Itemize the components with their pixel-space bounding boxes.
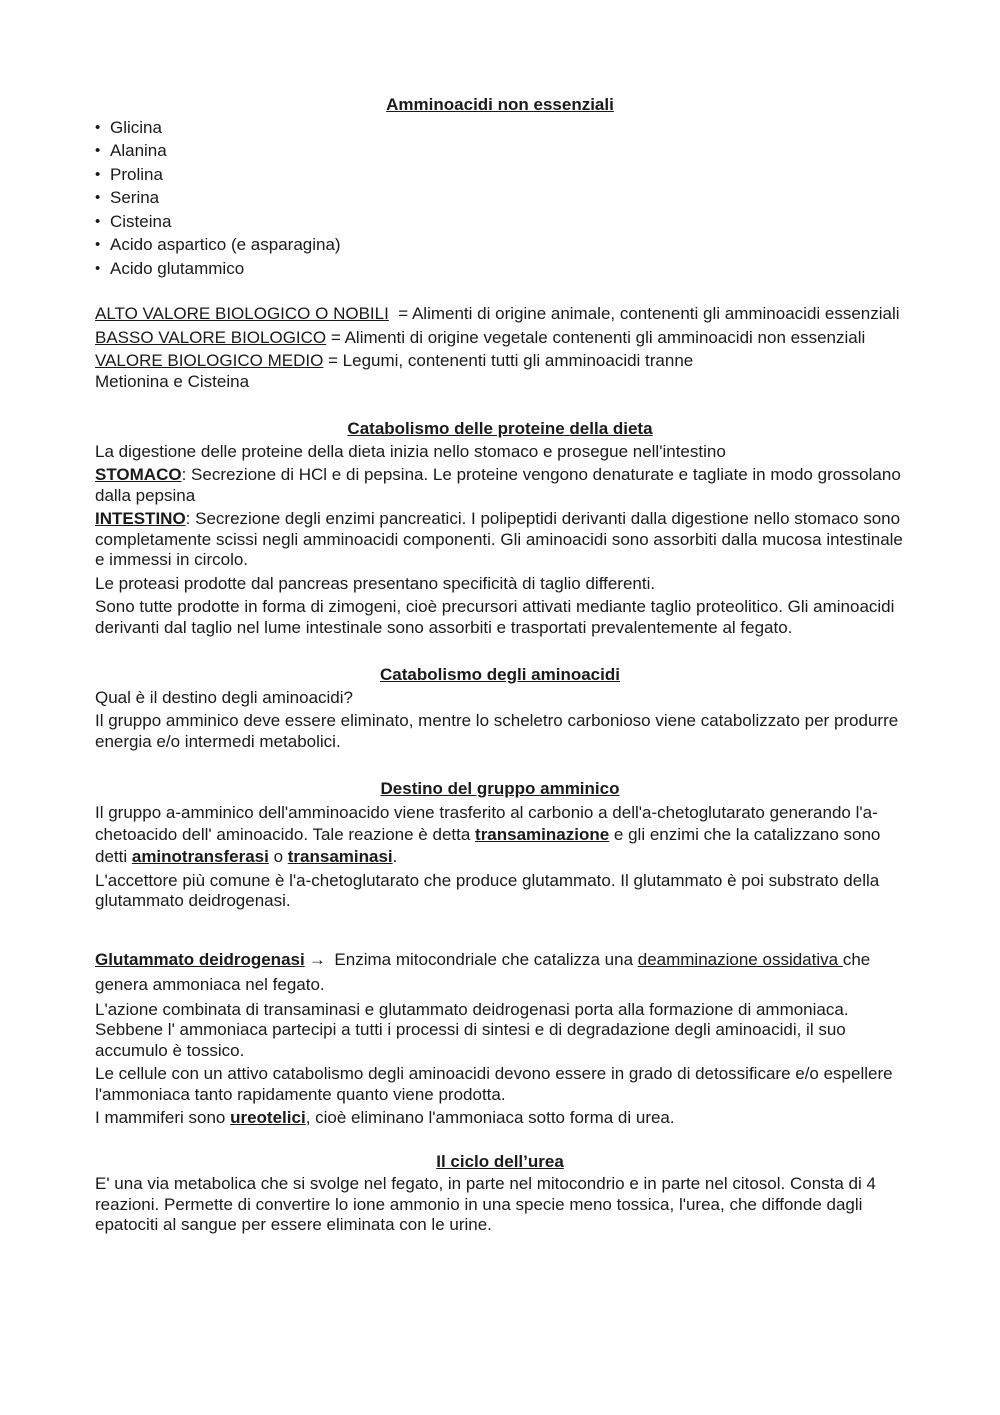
paragraph: Le cellule con un attivo catabolismo degli aminoacidi devono essere in grado di detossificare e/o espellere l'ammoniaca tanto rapidamente quanto viene prodotta. [95, 1064, 893, 1104]
bullet-icon: • [95, 189, 101, 206]
paragraph: L'azione combinata di transaminasi e glutammato deidrogenasi porta alla formazione di ammoniaca. Sebbene l' ammoniaca partecipi a tutti i processi di sintesi e di degradazione degli aminoacidi, il suo accumulo è tossico. [95, 999, 849, 1060]
bullet-icon: • [95, 236, 101, 253]
section-title-amino-group: Destino del gruppo amminico [380, 779, 620, 798]
paragraph: La digestione delle proteine della dieta inizia nello stomaco e prosegue nell'intestino [95, 441, 726, 461]
glutamate-dehydrogenase-paragraph: Glutammato deidrogenasi → Enzima mitocondriale che catalizza una deamminazione ossidativa che genera ammoniaca nel fegato. [95, 949, 871, 994]
bullet-icon: • [95, 259, 101, 277]
low-value-paragraph: BASSO VALORE BIOLOGICO = Alimenti di origine vegetale contenenti gli amminoacidi non essenziali [95, 327, 866, 347]
paragraph: E' una via metabolica che si svolge nel fegato, in parte nel mitocondrio e in parte nel citosol. Consta di 4 reazioni. Permette di convertire lo ione ammonio in una specie meno tossica, l'urea, che diffonde dagli epatociti al sangue per essere eliminata con le urine. [95, 1174, 876, 1234]
list-item: • Prolina [95, 165, 905, 189]
bullet-icon: • [95, 118, 101, 136]
list-item: • Acido aspartico (e asparagina) [95, 235, 905, 259]
paragraph: Sono tutte prodotte in forma di zimogeni, cioè precursori attivati mediante taglio proteolitico. Gli aminoacidi derivanti dal taglio nel lume intestinale sono assorbiti e trasportati prevalentemente al fegato. [95, 597, 895, 637]
stomaco-paragraph: STOMACO: Secrezione di HCl e di pepsina. Le proteine vengono denaturate e tagliate in modo grossolano dalla pepsina [95, 465, 901, 505]
paragraph: L'accettore più comune è l'a-chetoglutarato che produce glutammato. Il glutammato è poi substrato della glutammato deidrogenasi. [95, 870, 880, 910]
ureotelic-paragraph: I mammiferi sono ureotelici, cioè eliminano l'ammoniaca sotto forma di urea. [95, 1108, 675, 1127]
medium-value-paragraph: VALORE BIOLOGICO MEDIO = Legumi, contenenti tutti gli amminoacidi tranne [95, 351, 694, 370]
list-item: • Alanina [95, 141, 905, 165]
paragraph: Il gruppo amminico deve essere eliminato, mentre lo scheletro carbonioso viene catabolizzato per produrre energia e/o intermedi metabolici. [95, 711, 899, 751]
paragraph: Le proteasi prodotte dal pancreas presentano specificità di taglio differenti. [95, 573, 656, 593]
section-title-non-essential: Amminoacidi non essenziali [386, 95, 614, 114]
arrow-right-icon: → [308, 949, 326, 969]
transamination-paragraph: Il gruppo a-amminico dell'amminoacido viene trasferito al carbonio a dell'a-chetoglutarato generando l'a-chetoacido dell' aminoacido. Tale reazione è detta transaminazione e gli enzimi che la catalizzano sono detti aminotransferasi o transaminasi. [95, 802, 881, 866]
section-title-aminoacid-catabolism: Catabolismo degli aminoacidi [380, 665, 620, 684]
bullet-icon: • [95, 165, 101, 183]
list-item: • Cisteina [95, 212, 905, 236]
section-title-urea-cycle: Il ciclo dell’urea [436, 1151, 564, 1171]
paragraph: Qual è il destino degli aminoacidi? [95, 687, 353, 707]
intestino-paragraph: INTESTINO: Secrezione degli enzimi pancreatici. I polipeptidi derivanti dalla digestione nello stomaco sono completamente scissi negli amminoacidi componenti. Gli aminoacidi sono assorbiti dalla mucosa intestinale e immessi in circolo. [95, 509, 903, 569]
medium-value-paragraph-cont: Metionina e Cisteina [95, 371, 250, 391]
high-value-paragraph: ALTO VALORE BIOLOGICO O NOBILI = Alimenti di origine animale, contenenti gli amminoacidi essenziali [95, 304, 900, 323]
amino-acid-list [95, 118, 905, 283]
list-item: • Acido glutammico [95, 259, 905, 283]
bullet-icon: • [95, 212, 101, 230]
bullet-icon: • [95, 142, 101, 159]
list-item: • Serina [95, 188, 905, 212]
document-page [95, 95, 905, 1239]
list-item: • Glicina [95, 118, 905, 142]
section-title-protein-catabolism: Catabolismo delle proteine della dieta [347, 419, 653, 438]
